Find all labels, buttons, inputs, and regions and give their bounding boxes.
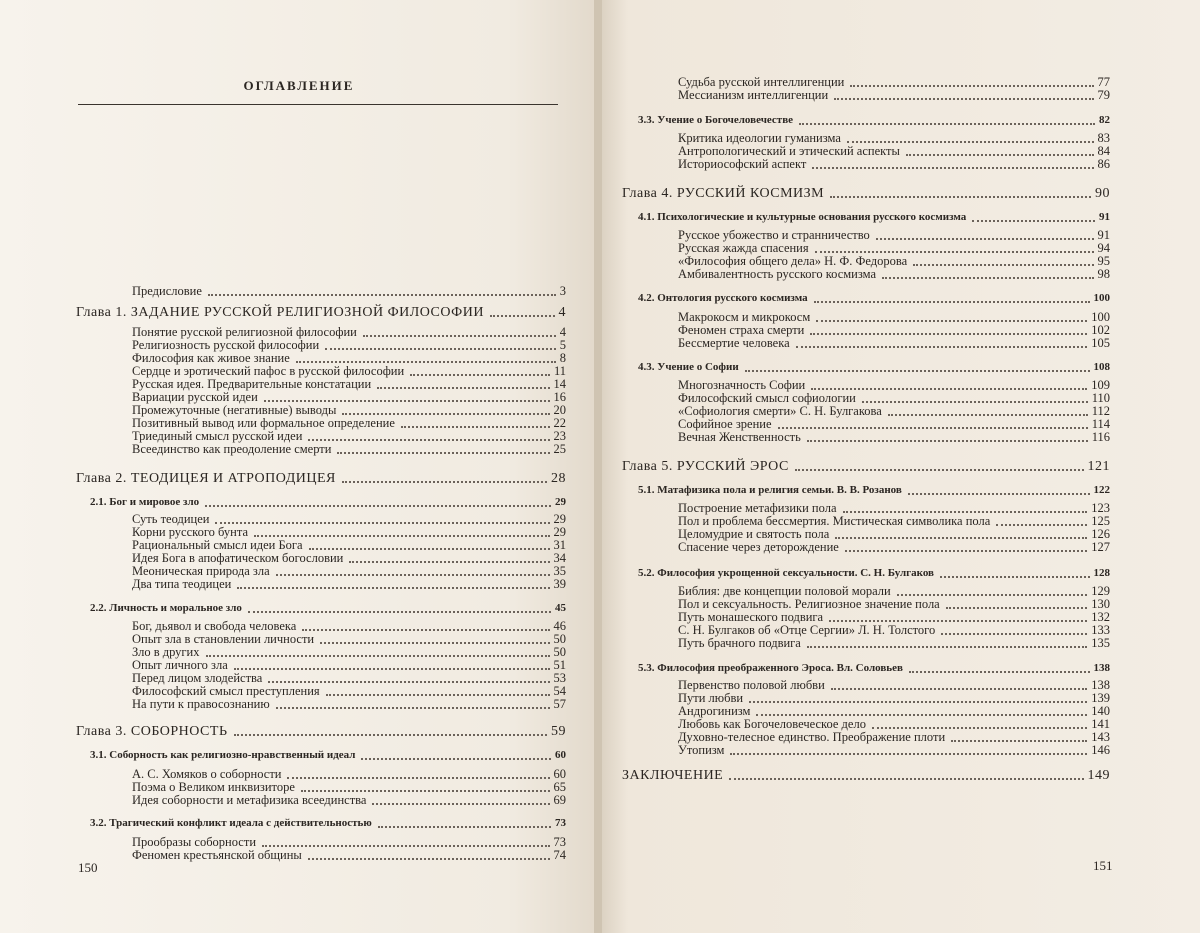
entry-title: Промежуточные (негативные) выводы [132,403,337,417]
dot-leader [276,707,550,709]
subsection-entry [678,267,1110,282]
dot-leader [326,694,550,696]
dot-leader [913,264,1093,266]
entry-title: Бессмертие человека [678,336,790,350]
dot-leader [309,548,550,550]
entry-title: Философский смысл преступления [132,684,320,698]
entry-page-number: 14 [553,377,566,391]
entry-page-number: 11 [553,364,566,378]
dot-leader [847,141,1094,143]
dot-leader [946,607,1088,609]
entry-title: Меоническая природа зла [132,564,270,578]
dot-leader [807,440,1088,442]
dot-leader [834,98,1093,100]
dot-leader [795,469,1084,471]
dot-leader [940,576,1090,578]
entry-title: С. Н. Булгаков об «Отце Сергии» Л. Н. Толстого [678,623,936,637]
entry-title: 2.2. Личность и моральное зло [90,602,242,614]
entry-page-number: 59 [551,724,566,739]
entry-title: Предисловие [132,284,202,298]
entry-page-number: 140 [1091,704,1110,718]
dot-leader [264,400,550,402]
dot-leader [756,714,1087,716]
entry-page-number: 50 [553,645,566,659]
dot-leader [730,753,1087,755]
chapter-entry [622,768,1110,783]
entry-page-number: 23 [553,429,566,443]
book-gutter [594,0,602,933]
dot-leader [815,251,1094,253]
section-entry [638,113,1110,128]
subsection-entry [132,284,566,299]
entry-title: Прообразы соборности [132,835,257,849]
entry-title: 3.1. Соборность как религиозно-нравственный идеал [90,749,356,761]
entry-title: Русская жажда спасения [678,241,809,255]
entry-title: Историософский аспект [678,157,807,171]
dot-leader [807,646,1087,648]
entry-title: Религиозность русской философии [132,338,320,352]
dot-leader [888,414,1088,416]
dot-leader [778,427,1088,429]
entry-page-number: 116 [1091,430,1110,444]
section-entry [90,601,566,616]
left-page [0,0,598,933]
entry-page-number: 29 [553,512,566,526]
entry-page-number: 20 [553,403,566,417]
entry-page-number: 35 [553,564,566,578]
entry-page-number: 126 [1091,527,1110,541]
entry-page-number: 135 [1091,636,1110,650]
dot-leader [831,688,1087,690]
dot-leader [337,452,549,454]
dot-leader [835,537,1087,539]
entry-page-number: 54 [553,684,566,698]
entry-title: Зло в других [132,645,200,659]
entry-title: Утопизм [678,743,725,757]
dot-leader [363,335,556,337]
entry-page-number: 4 [559,325,566,339]
dot-leader [302,629,549,631]
section-entry [90,816,566,831]
entry-title: Глава 3. СОБОРНОСТЬ [76,724,228,739]
entry-title: 5.1. Матафизика пола и религия семьи. В. В. Розанов [638,484,902,496]
chapter-entry [622,459,1110,474]
entry-title: Антропологический и этический аспекты [678,144,900,158]
entry-title: Пути любви [678,691,744,705]
entry-title: Многозначность Софии [678,378,806,392]
entry-title: Поэма о Великом инквизиторе [132,780,295,794]
entry-title: Всеединство как преодоление смерти [132,442,332,456]
dot-leader [296,361,556,363]
entry-page-number: 139 [1091,691,1110,705]
entry-page-number: 53 [553,671,566,685]
entry-title: Русское убожество и странничество [678,228,870,242]
entry-page-number: 60 [555,749,566,761]
entry-title: Вечная Женственность [678,430,801,444]
entry-title: Спасение через деторождение [678,540,839,554]
dot-leader [908,493,1090,495]
entry-title: ЗАКЛЮЧЕНИЕ [622,768,724,783]
chapter-entry [76,305,566,320]
entry-page-number: 125 [1091,514,1110,528]
entry-title: 3.2. Трагический конфликт идеала с действительностью [90,817,372,829]
entry-page-number: 90 [1095,186,1110,201]
entry-title: Путь монашеского подвига [678,610,824,624]
subsection-entry [678,540,1110,555]
right-page [598,0,1200,933]
subsection-entry [678,88,1110,103]
dot-leader [812,167,1093,169]
subsection-entry [132,577,566,592]
dot-leader [301,790,550,792]
entry-page-number: 143 [1091,730,1110,744]
entry-title: Сердце и эротический пафос в русской философии [132,364,405,378]
entry-title: Построение метафизики пола [678,501,837,515]
entry-title: Суть теодицеи [132,512,210,526]
dot-leader [816,320,1087,322]
entry-page-number: 149 [1087,768,1110,783]
entry-title: Идея соборности и метафизика всеединства [132,793,367,807]
entry-title: А. С. Хомяков о соборности [132,767,282,781]
dot-leader [897,594,1088,596]
section-entry [638,661,1110,676]
dot-leader [882,277,1094,279]
dot-leader [729,778,1083,780]
entry-page-number: 28 [551,471,566,486]
entry-page-number: 25 [553,442,566,456]
dot-leader [308,439,549,441]
entry-title: Рациональный смысл идеи Бога [132,538,303,552]
dot-leader [342,481,547,483]
entry-title: Два типа теодицеи [132,577,232,591]
entry-title: Амбивалентность русского космизма [678,267,876,281]
dot-leader [254,535,549,537]
entry-page-number: 141 [1091,717,1110,731]
section-entry [638,210,1110,225]
entry-page-number: 34 [553,551,566,565]
subsection-entry [132,442,566,457]
dot-leader [796,346,1088,348]
entry-title: Корни русского бунта [132,525,249,539]
subsection-entry [678,336,1110,351]
dot-leader [262,845,549,847]
entry-page-number: 95 [1097,254,1110,268]
entry-title: 4.2. Онтология русского космизма [638,292,808,304]
section-entry [638,360,1110,375]
entry-title: 5.3. Философия преображенного Эроса. Вл. Соловьев [638,662,903,674]
subsection-entry [678,157,1110,172]
dot-leader [872,727,1087,729]
toc-heading: ОГЛАВЛЕНИЕ [243,78,355,93]
dot-leader [814,301,1090,303]
dot-leader [845,550,1087,552]
dot-leader [951,740,1087,742]
entry-title: Духовно-телесное единство. Преображение плоти [678,730,946,744]
dot-leader [876,238,1094,240]
heading-rule [78,104,558,105]
section-entry [638,483,1110,498]
entry-page-number: 133 [1091,623,1110,637]
entry-page-number: 29 [553,525,566,539]
entry-page-number: 5 [559,338,566,352]
entry-title: 4.1. Психологические и культурные основания русского космизма [638,211,967,223]
entry-page-number: 57 [553,697,566,711]
entry-title: Позитивный вывод или формальное определение [132,416,395,430]
entry-title: Философия как живое знание [132,351,290,365]
entry-title: Любовь как Богочеловеческое дело [678,717,866,731]
entry-page-number: 102 [1091,323,1110,337]
dot-leader [234,734,548,736]
entry-page-number: 74 [553,848,566,862]
entry-title: Критика идеологии гуманизма [678,131,841,145]
entry-title: Триединый смысл русской идеи [132,429,303,443]
dot-leader [810,333,1087,335]
entry-title: Бог, дьявол и свобода человека [132,619,297,633]
entry-title: Феномен страха смерти [678,323,805,337]
dot-leader [829,620,1087,622]
dot-leader [349,561,549,563]
dot-leader [287,777,549,779]
entry-page-number: 108 [1093,361,1110,373]
chapter-entry [76,724,566,739]
dot-leader [850,85,1093,87]
chapter-entry [622,186,1110,201]
entry-page-number: 138 [1091,678,1110,692]
entry-page-number: 129 [1091,584,1110,598]
entry-page-number: 98 [1097,267,1110,281]
entry-title: Андрогинизм [678,704,751,718]
dot-leader [320,642,549,644]
dot-leader [906,154,1094,156]
section-entry [638,566,1110,581]
entry-page-number: 123 [1091,501,1110,515]
dot-leader [941,633,1087,635]
dot-leader [401,426,550,428]
entry-page-number: 8 [559,351,566,365]
page-number-right: 151 [1093,858,1113,873]
entry-page-number: 91 [1099,211,1110,223]
dot-leader [234,668,550,670]
entry-page-number: 146 [1091,743,1110,757]
entry-title: Пол и проблема бессмертия. Мистическая символика пола [678,514,991,528]
entry-page-number: 3 [559,284,566,298]
entry-page-number: 110 [1091,391,1110,405]
subsection-entry [132,793,566,808]
entry-title: Пол и сексуальность. Религиозное значение пола [678,597,940,611]
entry-page-number: 114 [1091,417,1110,431]
entry-page-number: 100 [1091,310,1110,324]
dot-leader [811,388,1087,390]
entry-title: Русская идея. Предварительные констатации [132,377,372,391]
dot-leader [361,758,551,760]
entry-page-number: 69 [553,793,566,807]
section-entry [90,495,566,510]
entry-page-number: 45 [555,602,566,614]
dot-leader [799,123,1095,125]
dot-leader [749,701,1087,703]
dot-leader [909,671,1090,673]
entry-title: Глава 2. ТЕОДИЦЕЯ И АТРОПОДИЦЕЯ [76,471,336,486]
entry-page-number: 86 [1097,157,1110,171]
dot-leader [308,858,550,860]
entry-page-number: 83 [1097,131,1110,145]
entry-page-number: 109 [1091,378,1110,392]
page-number-left: 150 [78,860,98,875]
dot-leader [276,574,550,576]
chapter-entry [76,471,566,486]
dot-leader [205,505,551,507]
dot-leader [972,220,1095,222]
dot-leader [237,587,549,589]
entry-title: Понятие русской религиозной философии [132,325,357,339]
entry-page-number: 73 [553,835,566,849]
subsection-entry [132,848,566,863]
entry-title: 5.2. Философия укрощенной сексуальности. С. Н. Булгаков [638,567,934,579]
entry-title: «Софиология смерти» С. Н. Булгакова [678,404,882,418]
entry-page-number: 130 [1091,597,1110,611]
dot-leader [843,511,1088,513]
entry-title: Целомудрие и святость пола [678,527,830,541]
entry-page-number: 46 [553,619,566,633]
entry-page-number: 77 [1097,75,1110,89]
dot-leader [862,401,1088,403]
entry-page-number: 100 [1093,292,1110,304]
dot-leader [996,524,1087,526]
entry-page-number: 128 [1093,567,1110,579]
entry-title: Макрокосм и микрокосм [678,310,811,324]
dot-leader [342,413,549,415]
subsection-entry [678,743,1110,758]
entry-title: Путь брачного подвига [678,636,801,650]
dot-leader [830,196,1091,198]
entry-title: Опыт личного зла [132,658,228,672]
entry-title: Перед лицом злодейства [132,671,263,685]
dot-leader [372,803,549,805]
entry-page-number: 50 [553,632,566,646]
entry-page-number: 127 [1091,540,1110,554]
entry-title: Феномен крестьянской общины [132,848,302,862]
entry-title: Вариации русской идеи [132,390,258,404]
dot-leader [377,387,549,389]
dot-leader [215,522,549,524]
entry-title: 2.1. Бог и мировое зло [90,496,200,508]
entry-page-number: 79 [1097,88,1110,102]
entry-page-number: 94 [1097,241,1110,255]
dot-leader [745,370,1090,372]
dot-leader [208,294,556,296]
entry-page-number: 112 [1091,404,1110,418]
entry-page-number: 105 [1091,336,1110,350]
entry-page-number: 91 [1097,228,1110,242]
entry-page-number: 65 [553,780,566,794]
entry-page-number: 84 [1097,144,1110,158]
entry-page-number: 82 [1099,114,1110,126]
entry-page-number: 16 [553,390,566,404]
dot-leader [206,655,550,657]
entry-page-number: 122 [1093,484,1110,496]
entry-title: Софийное зрение [678,417,772,431]
entry-page-number: 73 [555,817,566,829]
entry-title: 3.3. Учение о Богочеловечестве [638,114,794,126]
entry-title: 4.3. Учение о Софии [638,361,739,373]
entry-page-number: 138 [1093,662,1110,674]
section-entry [90,748,566,763]
entry-page-number: 51 [553,658,566,672]
entry-title: Библия: две концепции половой морали [678,584,891,598]
entry-page-number: 4 [558,305,566,320]
entry-title: Глава 1. ЗАДАНИЕ РУССКОЙ РЕЛИГИОЗНОЙ ФИЛОСОФИИ [76,305,484,320]
entry-title: Глава 5. РУССКИЙ ЭРОС [622,459,789,474]
entry-title: Опыт зла в становлении личности [132,632,315,646]
subsection-entry [132,697,566,712]
dot-leader [410,374,550,376]
dot-leader [248,611,551,613]
dot-leader [378,826,551,828]
entry-page-number: 132 [1091,610,1110,624]
entry-page-number: 60 [553,767,566,781]
subsection-entry [678,430,1110,445]
entry-title: Идея Бога в апофатическом богословии [132,551,344,565]
entry-title: Судьба русской интеллигенции [678,75,845,89]
entry-page-number: 39 [553,577,566,591]
dot-leader [490,315,555,317]
entry-page-number: 31 [553,538,566,552]
entry-title: Глава 4. РУССКИЙ КОСМИЗМ [622,186,825,201]
entry-title: Первенство половой любви [678,678,825,692]
dot-leader [325,348,556,350]
entry-page-number: 121 [1087,459,1110,474]
section-entry [638,291,1110,306]
subsection-entry [678,636,1110,651]
entry-title: Философский смысл софиологии [678,391,856,405]
entry-page-number: 29 [555,496,566,508]
entry-title: «Философия общего дела» Н. Ф. Федорова [678,254,908,268]
entry-title: Мессианизм интеллигенции [678,88,829,102]
entry-page-number: 22 [553,416,566,430]
entry-title: На пути к правосознанию [132,697,270,711]
dot-leader [268,681,549,683]
